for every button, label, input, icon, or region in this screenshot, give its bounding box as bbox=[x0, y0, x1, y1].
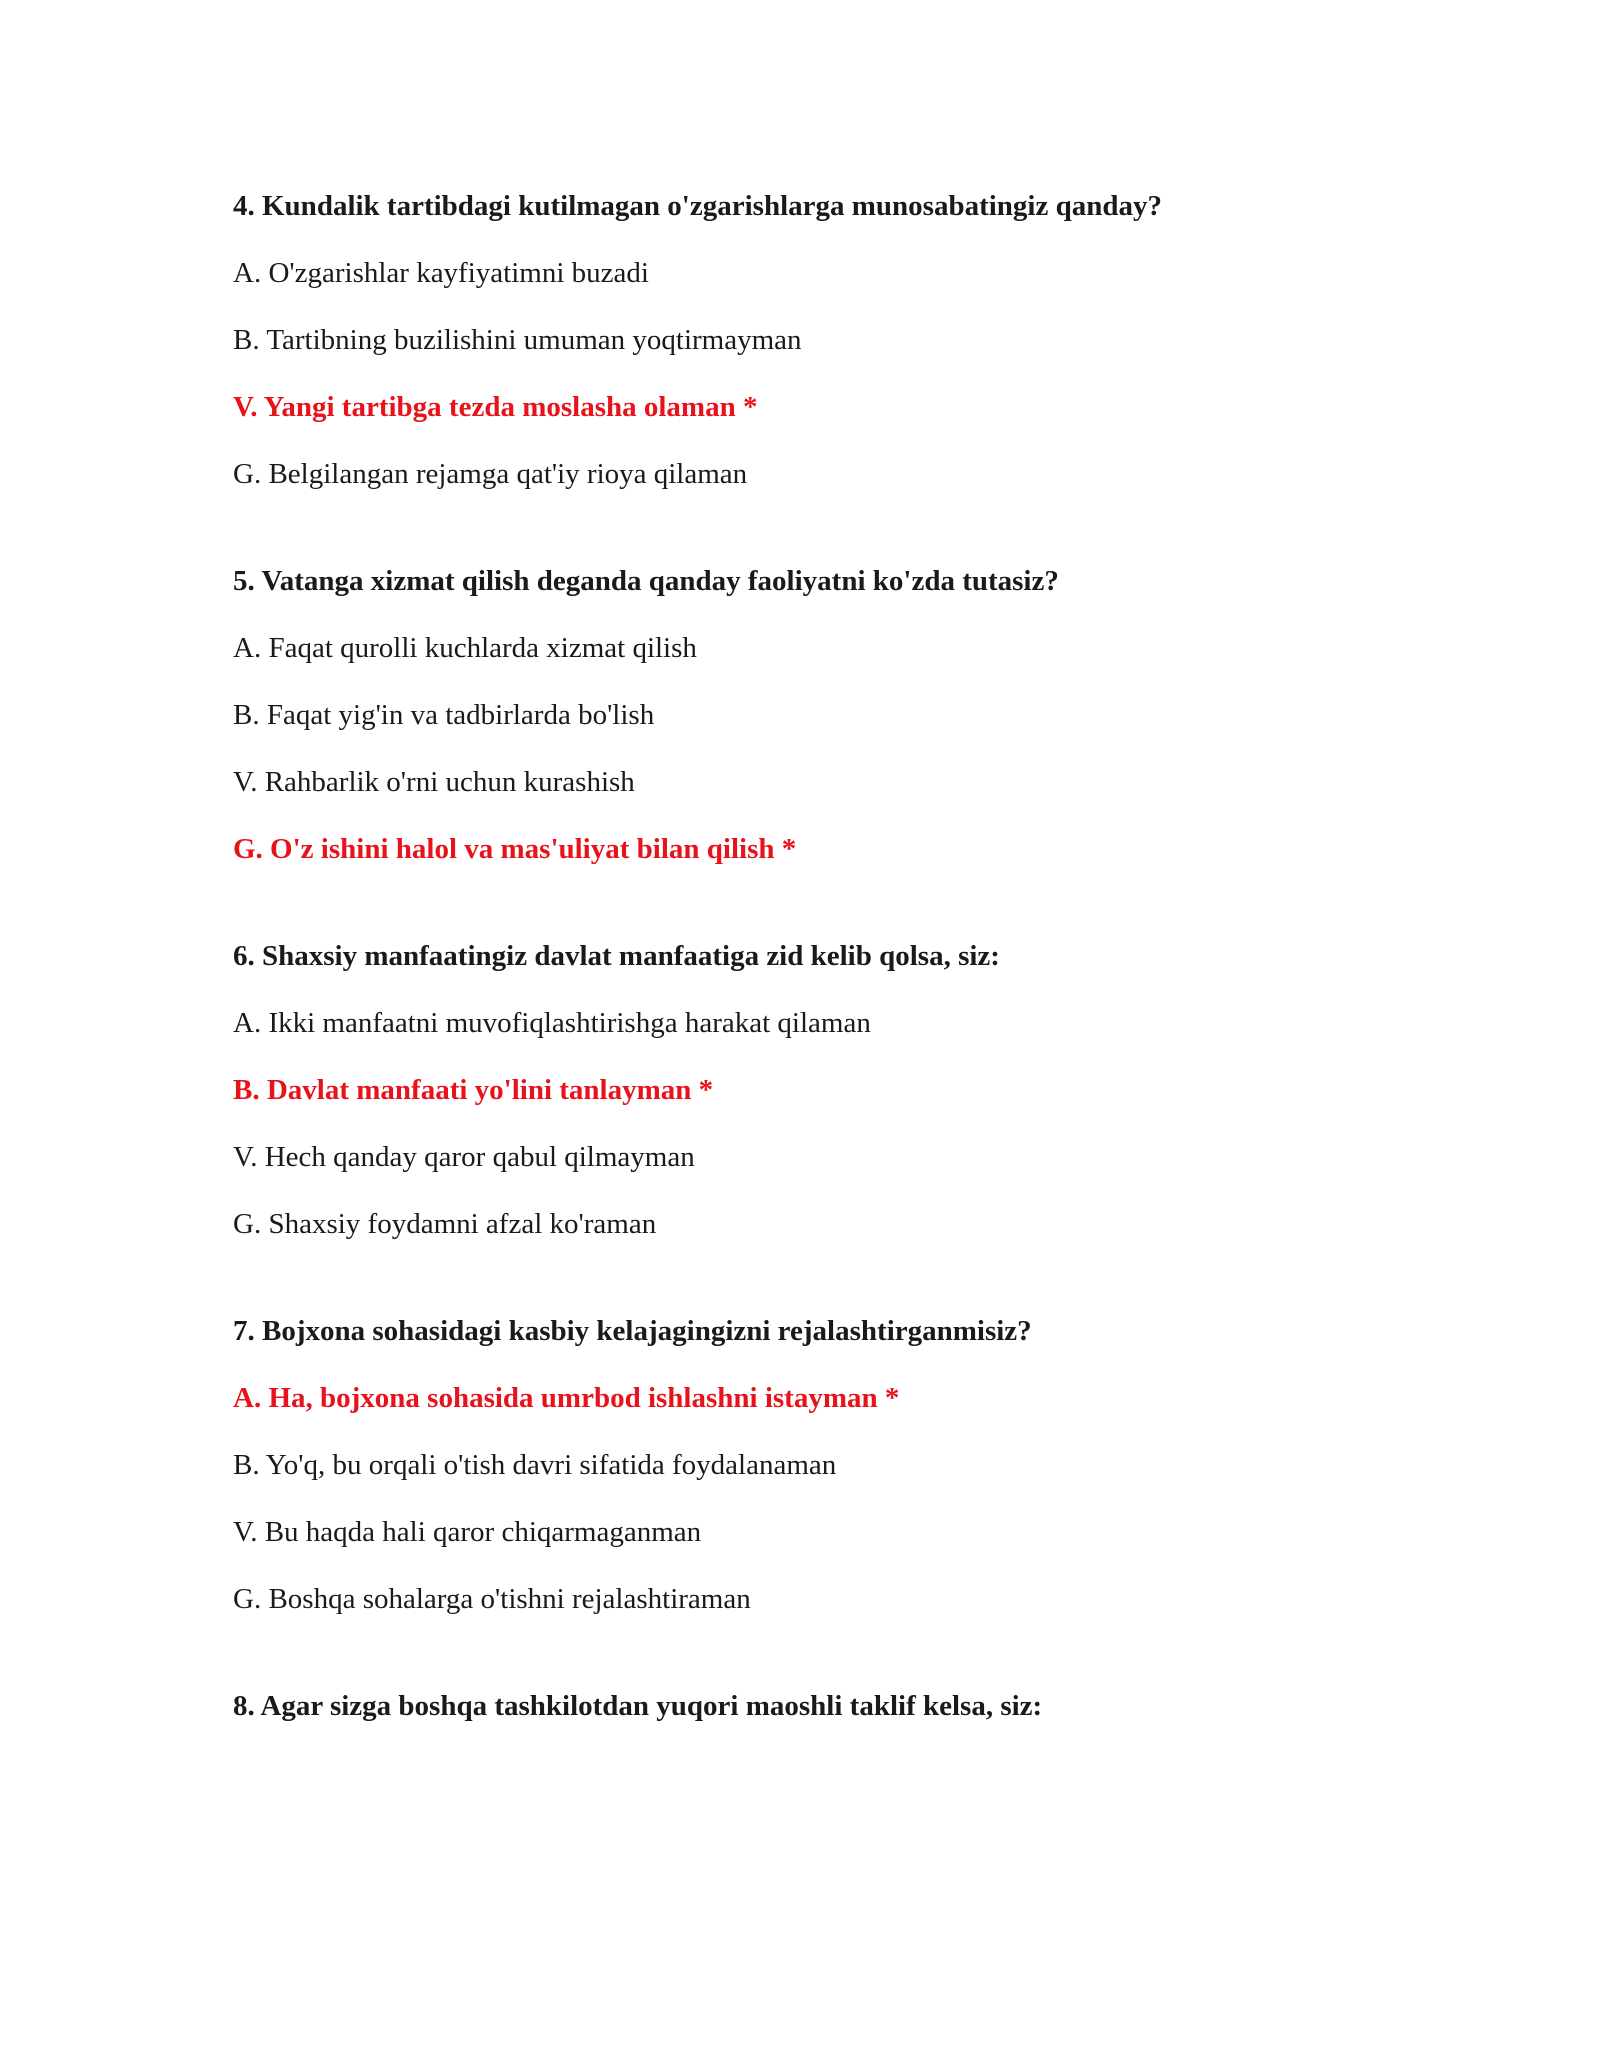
question-text: 5. Vatanga xizmat qilish deganda qanday faoliyatni ko'zda tutasiz? bbox=[233, 565, 1059, 597]
option-g: G. Shaxsiy foydamni afzal ko'raman bbox=[233, 1208, 657, 1240]
option-g-correct: G. O'z ishini halol va mas'uliyat bilan qilish * bbox=[233, 833, 797, 865]
option-g: G. Belgilangan rejamga qat'iy rioya qilaman bbox=[233, 458, 748, 490]
option-a: A. Ikki manfaatni muvofiqlashtirishga harakat qilaman bbox=[233, 1007, 871, 1039]
question-5 bbox=[233, 561, 1433, 869]
document-page bbox=[233, 186, 1433, 1793]
option-a: A. Faqat qurolli kuchlarda xizmat qilish bbox=[233, 632, 697, 664]
option-v: V. Rahbarlik o'rni uchun kurashish bbox=[233, 766, 635, 798]
option-b: B. Yo'q, bu orqali o'tish davri sifatida foydalanaman bbox=[233, 1449, 837, 1481]
option-g: G. Boshqa sohalarga o'tishni rejalashtiraman bbox=[233, 1583, 751, 1615]
option-a-correct: A. Ha, bojxona sohasida umrbod ishlashni istayman * bbox=[233, 1382, 900, 1414]
option-b-correct: B. Davlat manfaati yo'lini tanlayman * bbox=[233, 1074, 714, 1106]
question-text: 6. Shaxsiy manfaatingiz davlat manfaatiga zid kelib qolsa, siz: bbox=[233, 940, 1000, 972]
question-6 bbox=[233, 936, 1433, 1244]
option-b: B. Faqat yig'in va tadbirlarda bo'lish bbox=[233, 699, 655, 731]
question-text: 4. Kundalik tartibdagi kutilmagan o'zgarishlarga munosabatingiz qanday? bbox=[233, 190, 1162, 222]
question-text: 8. Agar sizga boshqa tashkilotdan yuqori maoshli taklif kelsa, siz: bbox=[233, 1690, 1043, 1722]
option-v: V. Bu haqda hali qaror chiqarmaganman bbox=[233, 1516, 702, 1548]
question-7 bbox=[233, 1311, 1433, 1619]
option-a: A. O'zgarishlar kayfiyatimni buzadi bbox=[233, 257, 649, 289]
option-b: B. Tartibning buzilishini umuman yoqtirmayman bbox=[233, 324, 802, 356]
question-text: 7. Bojxona sohasidagi kasbiy kelajagingizni rejalashtirganmisiz? bbox=[233, 1315, 1032, 1347]
question-8 bbox=[233, 1686, 1433, 1726]
option-v: V. Hech qanday qaror qabul qilmayman bbox=[233, 1141, 695, 1173]
question-4 bbox=[233, 186, 1433, 494]
option-v-correct: V. Yangi tartibga tezda moslasha olaman * bbox=[233, 391, 758, 423]
